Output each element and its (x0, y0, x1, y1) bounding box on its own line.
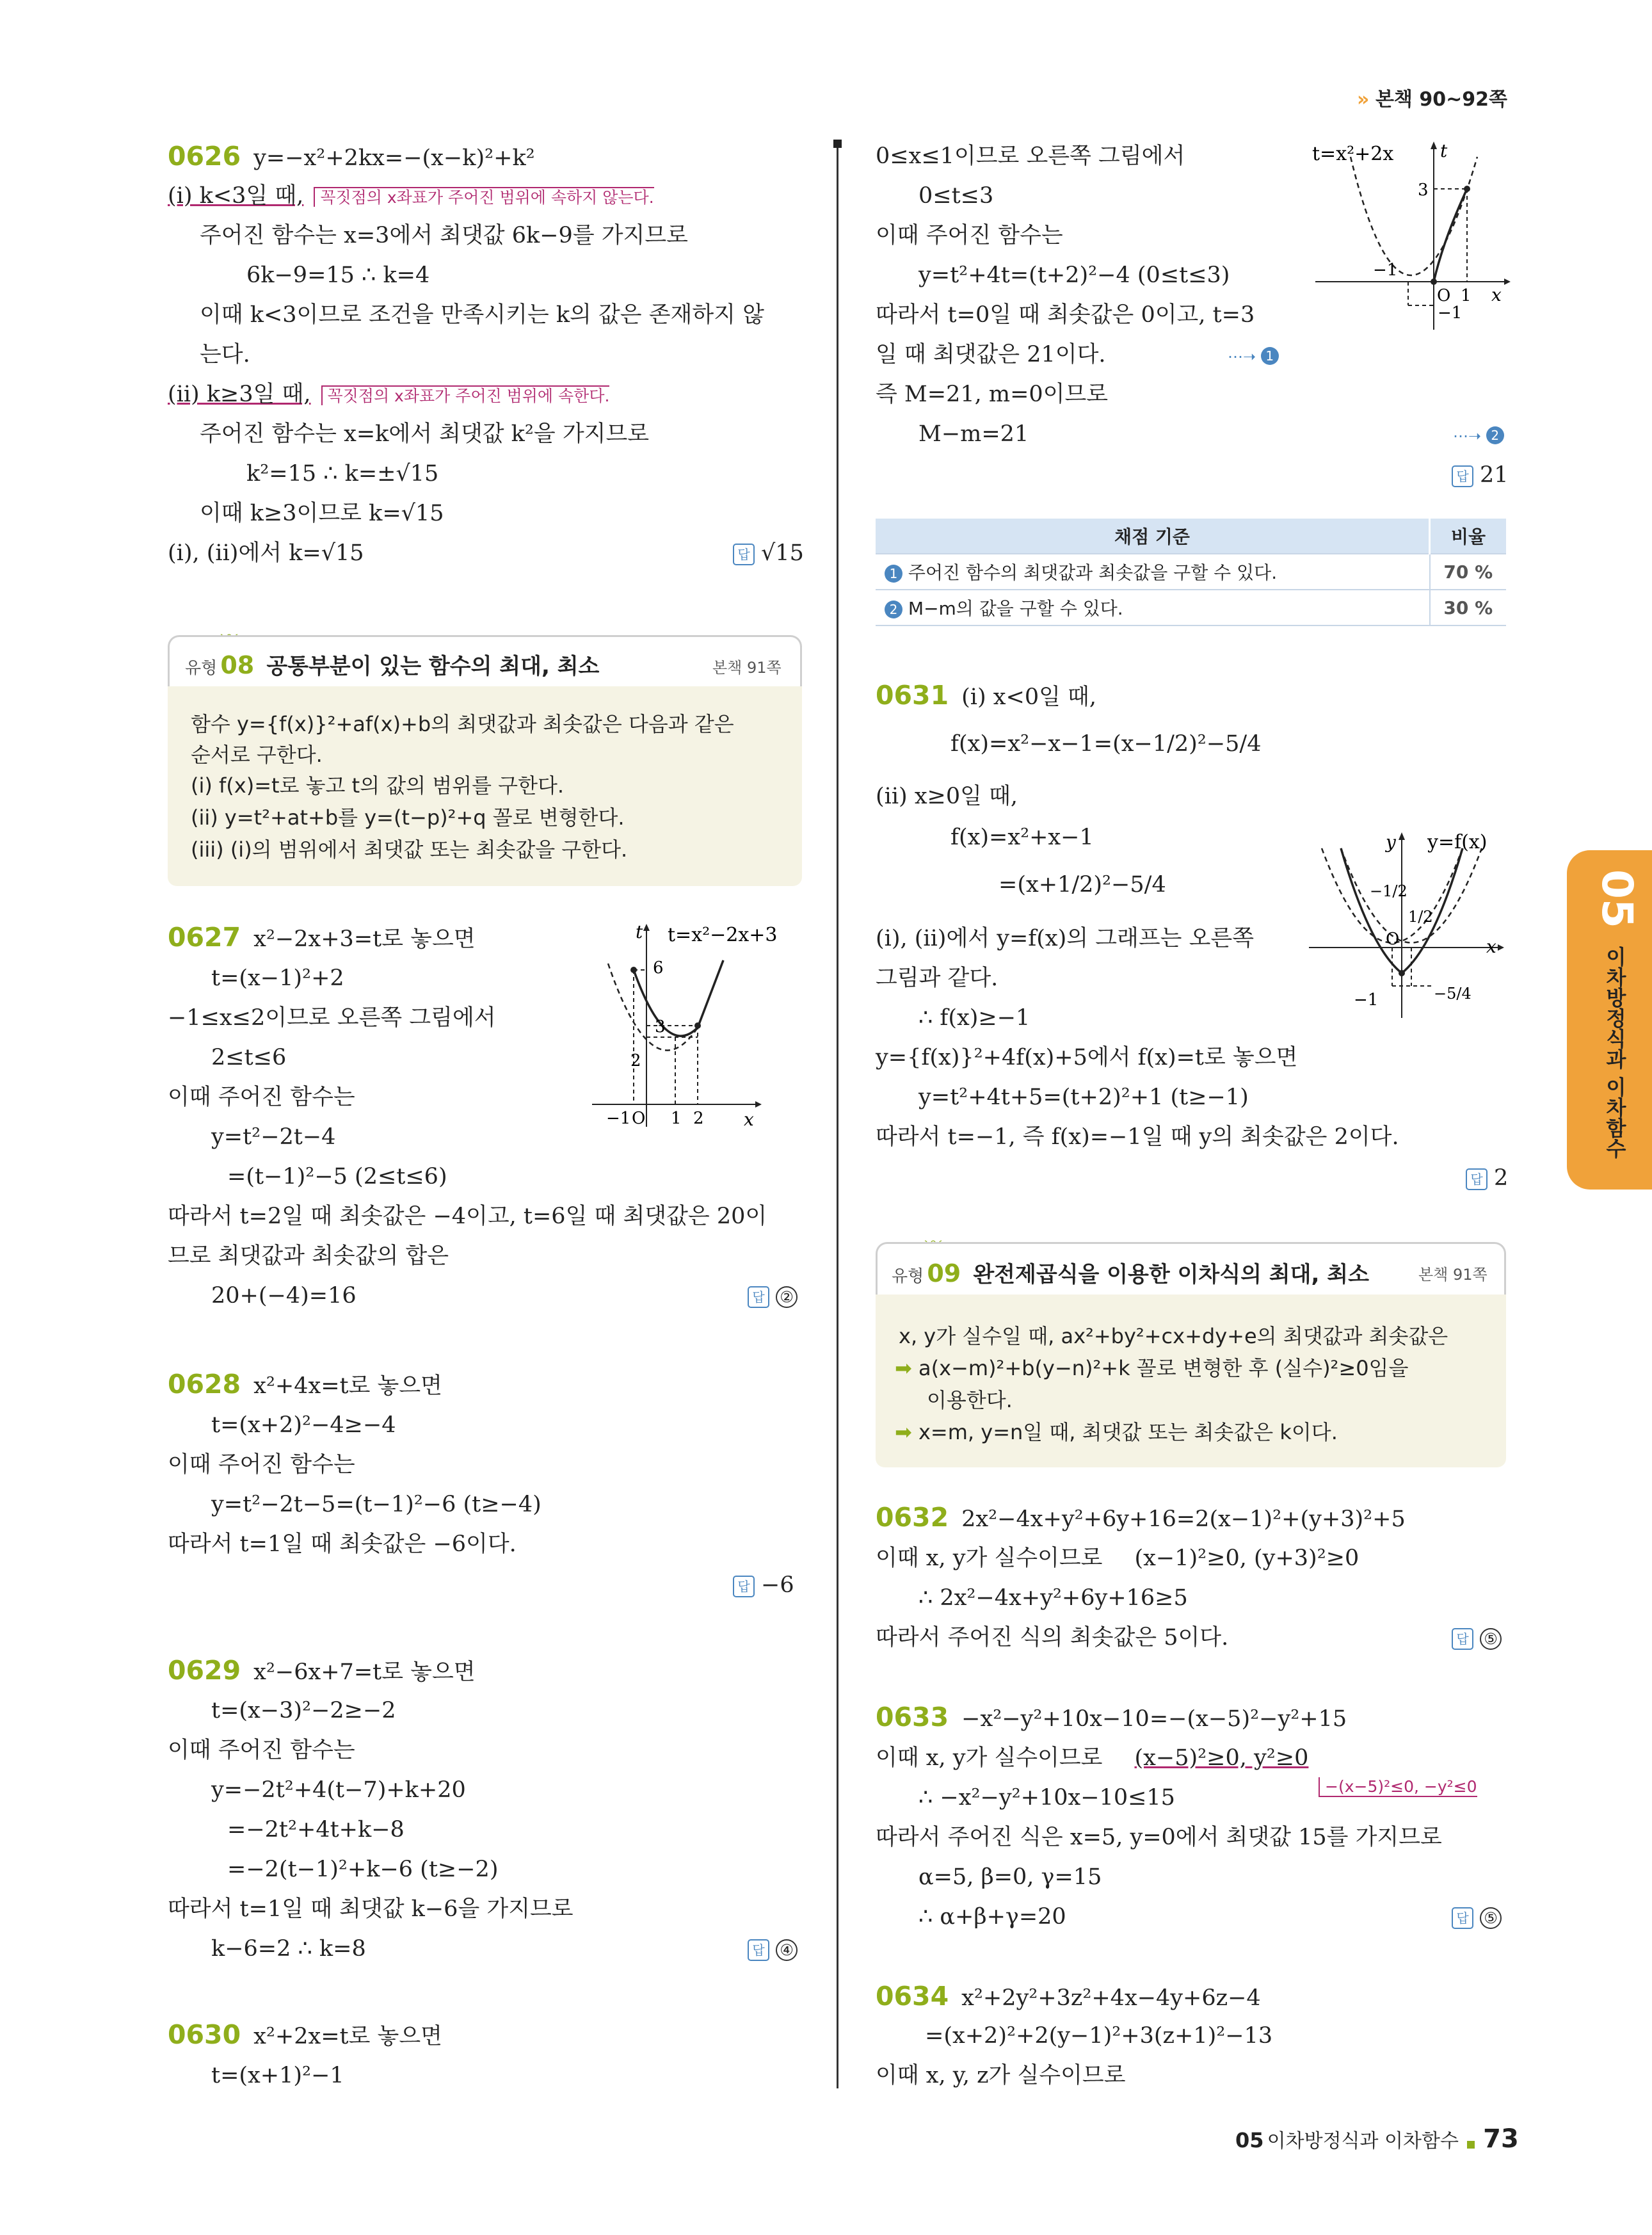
type09-header (876, 1242, 1506, 1296)
problem-0627-line6: =(t−1)²−5 (2≤t≤6) (227, 1164, 447, 1190)
problem-0628-line3: y=t²−2t−5=(t−1)²−6 (t≥−4) (211, 1492, 541, 1517)
problem-number: 0629 (168, 1655, 241, 1686)
problem-0630-right6: 즉 M=21, m=0이므로 (876, 382, 1109, 407)
problem-number: 0634 (876, 1981, 949, 2012)
problem-0626-line0: 0626 y=−x²+2kx=−(x−k)²+k² (168, 141, 535, 172)
problem-0626-line4: 이때 k<3이므로 조건을 만족시키는 k의 값은 존재하지 않 (200, 302, 764, 328)
svg-text:O: O (1437, 286, 1451, 305)
problem-0627-line3: 2≤t≤6 (211, 1045, 287, 1070)
problem-0627-line4: 이때 주어진 함수는 (168, 1085, 355, 1110)
problem-0627-line2: −1≤x≤2이므로 오른쪽 그림에서 (168, 1005, 496, 1031)
table-row: 2 M−m의 값을 구할 수 있다. 30 % (876, 590, 1506, 625)
svg-text:−1/2: −1/2 (1370, 882, 1407, 900)
answer-icon: 답 (1466, 1168, 1488, 1190)
svg-text:x: x (1491, 284, 1502, 305)
book-reference: 본책 90~92쪽 (1375, 88, 1507, 111)
type-label: 유형 (185, 659, 218, 678)
problem-0629-line3: y=−2t²+4(t−7)+k+20 (211, 1777, 466, 1803)
problem-0633-line2: ∴ −x²−y²+10x−10≤15 (918, 1785, 1175, 1811)
svg-text:t: t (1440, 140, 1448, 161)
problem-0634-line0: 0634 x²+2y²+3z²+4x−4y+6z−4 (876, 1981, 1261, 2012)
column-divider (837, 142, 838, 2088)
answer-0626: 답 √15 (733, 539, 804, 567)
problem-number: 0628 (168, 1369, 241, 1400)
problem-0631-line1: f(x)=x²−x−1=(x−1/2)²−5/4 (950, 731, 1262, 757)
problem-0633-line0: 0633 −x²−y²+10x−10=−(x−5)²−y²+15 (876, 1702, 1347, 1732)
problem-0630-right0: 0≤x≤1이므로 오른쪽 그림에서 (876, 143, 1185, 169)
answer-icon: 답 (1452, 1907, 1473, 1929)
problem-0634-line2: 이때 x, y, z가 실수이므로 (876, 2063, 1126, 2088)
graph-curve-label: t=x²+2x (1312, 143, 1394, 165)
problem-0626-case1: (i) k<3일 때, 꼭짓점의 x좌표가 주어진 범위에 속하지 않는다. (168, 183, 654, 209)
problem-0632-line1: 이때 x, y가 실수이므로 (x−1)²≥0, (y+3)²≥0 (876, 1545, 1359, 1571)
svg-text:2: 2 (693, 1109, 704, 1128)
type-reference: 본책 91쪽 (1418, 1266, 1488, 1284)
step-marker-2: ⋯➝ 2 (1453, 420, 1504, 450)
answer-icon: 답 (733, 1576, 755, 1597)
problem-0631-line8: y={f(x)}²+4f(x)+5에서 f(x)=t로 놓으면 (876, 1045, 1298, 1070)
chapter-tab-title: 이차방정식과 이차함수 (1603, 946, 1627, 1159)
problem-0630-right4: 따라서 t=0일 때 최솟값은 0이고, t=3 (876, 302, 1255, 328)
problem-0631-line2: (ii) x≥0일 때, (876, 784, 1018, 809)
svg-text:−5/4: −5/4 (1434, 985, 1472, 1003)
problem-0626-line8: k²=15 ∴ k=±√15 (246, 461, 439, 487)
problem-0631-line3: f(x)=x²+x−1 (950, 825, 1094, 850)
problem-0626-line7: 주어진 함수는 x=k에서 최댓값 k²을 가지므로 (200, 421, 650, 447)
problem-0627-line8: 므로 최댓값과 최솟값의 합은 (168, 1243, 449, 1269)
page-header (1357, 83, 1507, 111)
graph-0627 (592, 921, 778, 1133)
problem-0633-line1: 이때 x, y가 실수이므로 (x−5)²≥0, y²≥0 (876, 1745, 1309, 1771)
graph-axis-label: t (636, 921, 643, 942)
problem-0631-line10: 따라서 t=−1, 즉 f(x)=−1일 때 y의 최솟값은 2이다. (876, 1124, 1399, 1150)
answer-icon: 답 (748, 1939, 769, 1961)
type-title: 완전제곱식을 이용한 이차식의 최대, 최소 (973, 1262, 1369, 1287)
answer-0633: 답 ⑤ (1452, 1903, 1502, 1931)
answer-icon: 답 (1452, 1628, 1473, 1650)
answer-0629: 답 ④ (748, 1935, 798, 1963)
chevron-right-icon: » (1357, 88, 1370, 111)
problem-0631-line6: 그림과 같다. (876, 965, 998, 991)
problem-0626-line5: 는다. (200, 342, 250, 367)
svg-text:−1: −1 (1373, 261, 1398, 280)
svg-text:y=f(x): y=f(x) (1427, 831, 1488, 853)
problem-number: 0630 (168, 2019, 241, 2050)
svg-text:3: 3 (1418, 181, 1429, 200)
type-title: 공통부분이 있는 함수의 최대, 최소 (266, 654, 600, 679)
problem-0630-line1: t=(x+1)²−1 (211, 2063, 344, 2088)
graph-curve-label: t=x²−2x+3 (668, 924, 778, 946)
divider-cap (833, 140, 842, 148)
problem-0627-line9: 20+(−4)=16 (211, 1283, 357, 1309)
step-marker-1: ⋯➝ 1 (1228, 341, 1279, 371)
graph-0630 (1312, 138, 1517, 333)
problem-0629-line7: k−6=2 ∴ k=8 (211, 1936, 366, 1962)
problem-0626-case2: (ii) k≥3일 때, 꼭짓점의 x좌표가 주어진 범위에 속한다. (168, 382, 610, 407)
annotation-note: 꼭짓점의 x좌표가 주어진 범위에 속한다. (321, 385, 610, 405)
svg-text:x: x (1486, 936, 1496, 957)
problem-0633-line5: ∴ α+β+γ=20 (918, 1904, 1066, 1930)
problem-0627-line0: 0627 x²−2x+3=t로 놓으면 (168, 922, 476, 953)
problem-0627-line5: y=t²−2t−4 (211, 1124, 336, 1150)
arrow-right-icon: ➡ (895, 1420, 912, 1444)
problem-0630-right5: 일 때 최댓값은 21이다. (876, 342, 1106, 367)
graph-0631 (1306, 826, 1511, 1021)
problem-0633-line4: α=5, β=0, γ=15 (918, 1864, 1102, 1890)
problem-0626-line2: 주어진 함수는 x=3에서 최댓값 6k−9를 가지므로 (200, 223, 688, 248)
chapter-tab-number: 05 (1592, 869, 1642, 928)
problem-number: 0626 (168, 141, 241, 172)
svg-text:6: 6 (653, 958, 664, 978)
problem-0628-line0: 0628 x²+4x=t로 놓으면 (168, 1369, 442, 1400)
page-footer: 05 이차방정식과 이차함수 73 (1235, 2124, 1519, 2154)
svg-text:1: 1 (671, 1109, 682, 1128)
problem-0626-line3: 6k−9=15 ∴ k=4 (246, 262, 430, 288)
answer-0627: 답 ② (748, 1282, 798, 1310)
problem-0634-line1: =(x+2)²+2(y−1)²+3(z+1)²−13 (925, 2023, 1273, 2049)
svg-text:1: 1 (1461, 286, 1472, 305)
problem-number: 0633 (876, 1702, 949, 1732)
problem-0626-line10: (i), (ii)에서 k=√15 (168, 540, 364, 566)
problem-0630-right2: 이때 주어진 함수는 (876, 223, 1063, 248)
type-label: 유형 (892, 1267, 924, 1286)
annotation-note: −(x−5)²≤0, −y²≤0 (1319, 1777, 1477, 1797)
table-row: 1 주어진 함수의 최댓값과 최솟값을 구할 수 있다. 70 % (876, 554, 1506, 590)
problem-0628-line2: 이때 주어진 함수는 (168, 1452, 355, 1478)
type-reference: 본책 91쪽 (712, 659, 782, 677)
svg-text:x: x (744, 1109, 754, 1130)
problem-0633-line3: 따라서 주어진 식은 x=5, y=0에서 최댓값 15를 가지므로 (876, 1825, 1442, 1850)
problem-number: 0632 (876, 1502, 949, 1533)
problem-0627-line1: t=(x−1)²+2 (211, 965, 344, 991)
problem-number: 0631 (876, 680, 949, 711)
table-header-row: 채점 기준 비율 (876, 519, 1506, 554)
problem-0627-line7: 따라서 t=2일 때 최솟값은 −4이고, t=6일 때 최댓값은 20이 (168, 1204, 767, 1229)
answer-0628: 답 −6 (733, 1571, 794, 1599)
answer-icon: 답 (733, 544, 755, 565)
problem-0631-line4: =(x+1/2)²−5/4 (998, 872, 1166, 898)
problem-number: 0627 (168, 922, 241, 953)
problem-0632-line2: ∴ 2x²−4x+y²+6y+16≥5 (918, 1585, 1188, 1611)
type08-header (168, 635, 802, 688)
problem-0631-line0: 0631 (i) x<0일 때, (876, 680, 1096, 711)
problem-0629-line6: 따라서 t=1일 때 최댓값 k−6을 가지므로 (168, 1896, 573, 1922)
problem-0628-line4: 따라서 t=1일 때 최솟값은 −6이다. (168, 1531, 517, 1557)
svg-text:2: 2 (630, 1051, 641, 1070)
type-number: 08 (220, 651, 255, 679)
svg-text:1/2: 1/2 (1408, 908, 1433, 926)
problem-0630-right3: y=t²+4t=(t+2)²−4 (0≤t≤3) (918, 262, 1230, 288)
problem-0630-right7: M−m=21 (918, 421, 1029, 447)
problem-0629-line4: =−2t²+4t+k−8 (227, 1817, 405, 1843)
problem-0632-line3: 따라서 주어진 식의 최솟값은 5이다. (876, 1625, 1229, 1650)
type-number: 09 (927, 1259, 961, 1287)
problem-0629-line5: =−2(t−1)²+k−6 (t≥−2) (227, 1857, 499, 1882)
answer-0632: 답 ⑤ (1452, 1624, 1502, 1652)
svg-text:−1: −1 (1438, 303, 1463, 323)
problem-0626-line9: 이때 k≥3이므로 k=√15 (200, 501, 444, 526)
problem-0630-right1: 0≤t≤3 (918, 183, 994, 209)
scoring-criteria-table (876, 519, 1506, 626)
svg-text:O: O (1386, 930, 1400, 949)
answer-icon: 답 (748, 1286, 769, 1308)
type08-body: 함수 y={f(x)}²+af(x)+b의 최댓값과 최솟값은 다음과 같은 순서로 구한다. (i) f(x)=t로 놓고 t의 값의 범위를 구한다. (ii) y=t²+at+b를 y=(t−p)²+q 꼴로 변형한다. (iii) (i)의 범위에서 최댓값 또는 최솟값을 구한다. (168, 686, 802, 886)
problem-0629-line1: t=(x−3)²−2≥−2 (211, 1698, 396, 1723)
type09-body: x, y가 실수일 때, ax²+by²+cx+dy+e의 최댓값과 최솟값은 ➡ a(x−m)²+b(y−n)²+k 꼴로 변형한 후 (실수)²≥0임을 이용한다. ➡ x=m, y=n일 때, 최댓값 또는 최솟값은 k이다. (876, 1295, 1506, 1467)
answer-icon: 답 (1452, 465, 1473, 487)
svg-text:3: 3 (655, 1017, 666, 1037)
problem-0632-line0: 0632 2x²−4x+y²+6y+16=2(x−1)²+(y+3)²+5 (876, 1502, 1406, 1533)
annotation-note: 꼭짓점의 x좌표가 주어진 범위에 속하지 않는다. (314, 187, 654, 207)
problem-0631-line9: y=t²+4t+5=(t+2)²+1 (t≥−1) (918, 1085, 1249, 1110)
page-number: 73 (1483, 2124, 1519, 2154)
problem-0629-line2: 이때 주어진 함수는 (168, 1738, 355, 1763)
square-bullet-icon (1467, 2141, 1475, 2149)
answer-0630: 답 21 (1452, 461, 1509, 489)
problem-0631-line7: ∴ f(x)≥−1 (918, 1005, 1030, 1031)
chapter-side-tab (1567, 850, 1652, 1190)
svg-text:O: O (632, 1109, 646, 1128)
problem-0628-line1: t=(x+2)²−4≥−4 (211, 1412, 396, 1438)
problem-0629-line0: 0629 x²−6x+7=t로 놓으면 (168, 1655, 476, 1686)
arrow-right-icon: ➡ (895, 1356, 912, 1380)
svg-text:−1: −1 (1354, 990, 1379, 1010)
problem-0631-line5: (i), (ii)에서 y=f(x)의 그래프는 오른쪽 (876, 926, 1255, 951)
answer-0631: 답 2 (1466, 1164, 1508, 1192)
svg-text:−1: −1 (606, 1109, 631, 1128)
problem-0630-line0: 0630 x²+2x=t로 놓으면 (168, 2019, 442, 2050)
svg-text:y: y (1386, 832, 1396, 853)
